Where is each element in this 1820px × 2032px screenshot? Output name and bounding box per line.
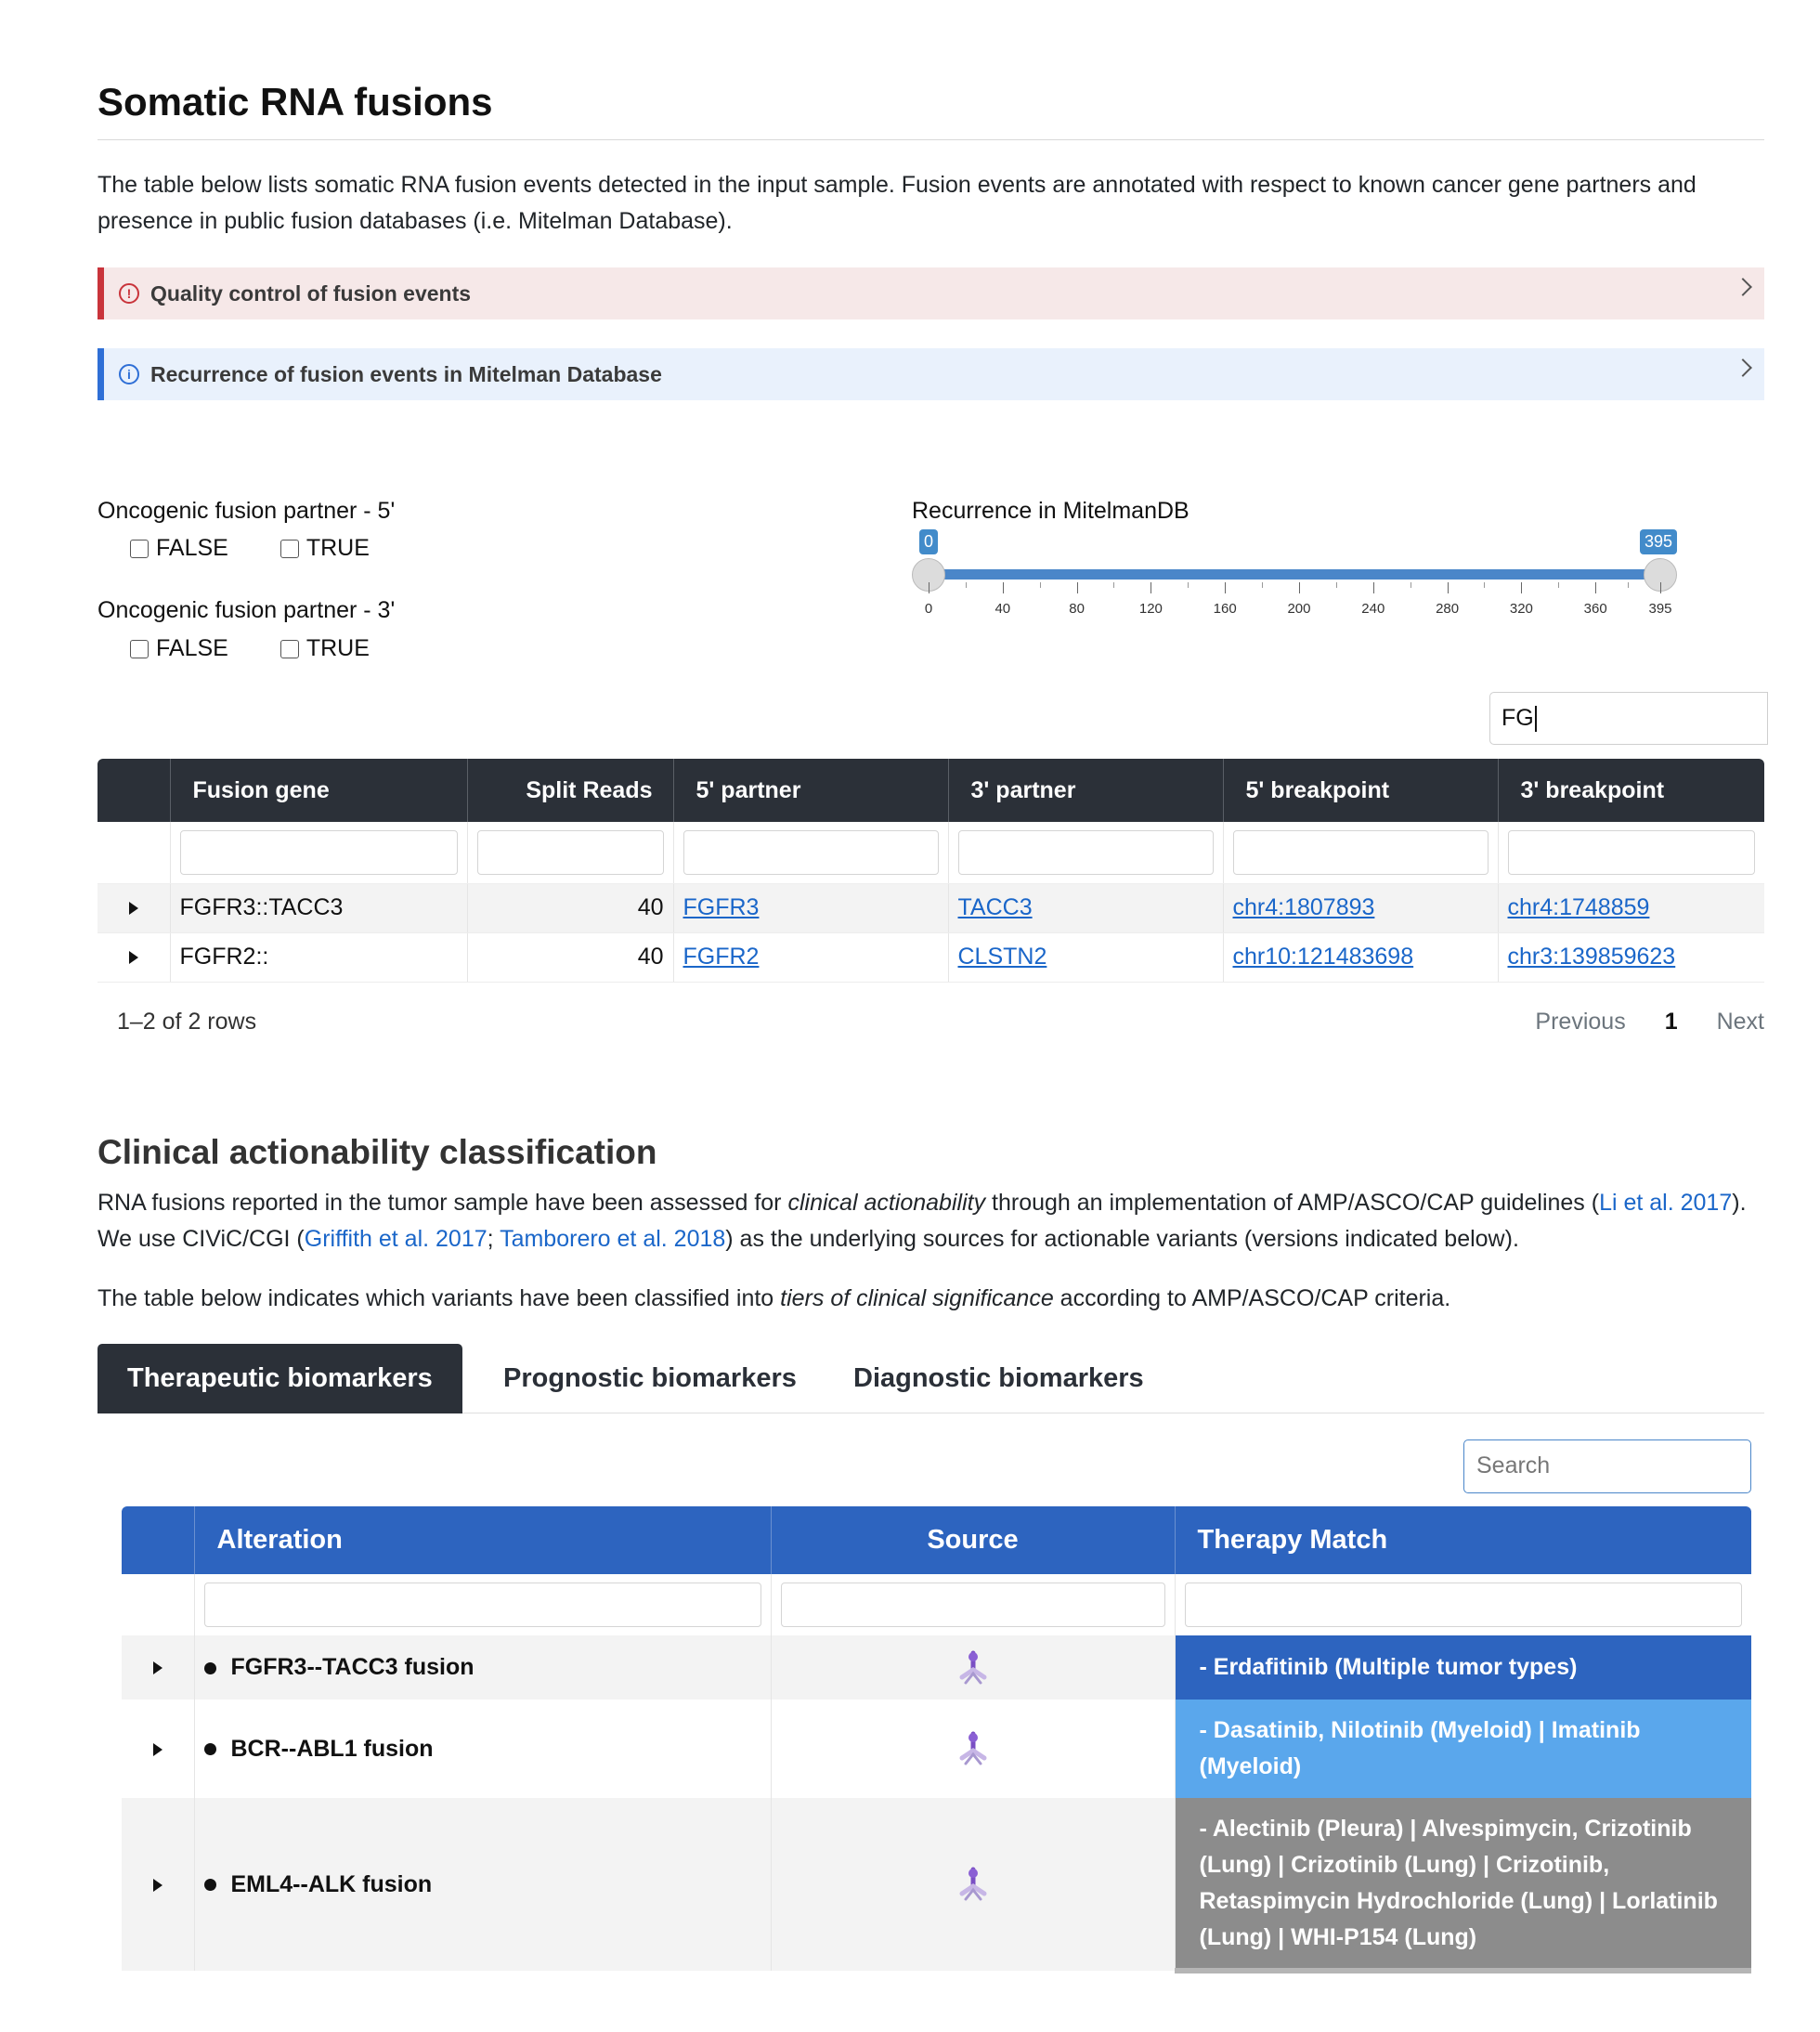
checkbox-label: FALSE [156,535,228,561]
split-reads-cell: 40 [467,932,673,982]
fusion-gene-filter-input[interactable] [180,830,458,875]
slider-tick-label: 320 [1509,601,1533,617]
table-row [98,932,1764,982]
slider-tick-label: 200 [1287,601,1311,617]
title-divider [98,139,1764,140]
slider-tick [1373,582,1374,593]
therapy-match-cell: - Alectinib (Pleura) | Alvespimycin, Crizotinib (Lung) | Crizotinib (Lung) | Crizotinib, Retaspimycin Hydrochloride (Lung) | Lorlatinib (Lung) | WHI-P154 (Lung) [1175,1798,1751,1971]
slider-min-value: 0 [919,529,938,554]
table-row [122,1798,1751,1971]
slider-tick [1448,582,1449,593]
source-cell [771,1798,1175,1971]
intro-text: The table below lists somatic RNA fusion events detected in the input sample. Fusion events are annotated with respect to known cancer gene partners and presence in public fusion databases (i.e. Mitelman Database). [98,172,1696,234]
expand-triangle-icon[interactable] [129,902,138,915]
slider-minor-tick [1558,582,1559,588]
slider-tick [1150,582,1151,593]
li-2017-link[interactable]: Li et al. 2017 [1599,1190,1733,1216]
slider-tick-label: 160 [1213,601,1237,617]
expand-triangle-icon[interactable] [153,1661,162,1674]
column-header-alteration[interactable]: Alteration [194,1506,771,1574]
slider-tick-label: 0 [924,601,933,617]
slider-tick [1521,582,1522,593]
expand-triangle-icon[interactable] [153,1879,162,1892]
civic-logo-icon [955,1649,992,1687]
slider-minor-tick [1628,582,1629,588]
checkbox-label: FALSE [156,635,228,661]
table-row [122,1635,1751,1700]
slider-minor-tick [966,582,967,588]
pagination [1535,1009,1764,1036]
slider-minor-tick [1484,582,1485,588]
partner5-link[interactable]: FGFR3 [682,894,760,920]
source-cell [771,1635,1175,1700]
slider-tick [1595,582,1596,593]
griffith-2017-link[interactable]: Griffith et al. 2017 [304,1226,488,1252]
qc-callout[interactable] [98,267,1764,319]
alteration-filter-input[interactable] [204,1583,761,1627]
checkbox-label: TRUE [306,635,370,661]
biomarker-search-input[interactable]: Search [1463,1439,1751,1493]
expand-triangle-icon[interactable] [129,951,138,964]
partner5-true-checkbox[interactable] [280,535,370,562]
slider-tick [1077,582,1078,593]
text-caret [1535,706,1537,732]
partner5-filter-options [130,535,370,562]
tamborero-2018-link[interactable]: Tamborero et al. 2018 [500,1226,726,1252]
slider-track[interactable] [929,569,1660,580]
tab-prognostic-biomarkers[interactable]: Prognostic biomarkers [503,1363,797,1393]
breakpoint5-link[interactable]: chr10:121483698 [1232,944,1414,970]
partner5-filter-label: Oncogenic fusion partner - 5' [98,498,396,524]
fusion-table [98,759,1764,983]
section-heading: Clinical actionability classification [98,1133,657,1171]
table-row [98,883,1764,932]
alteration-cell [194,1700,771,1798]
alteration-label: FGFR3--TACC3 fusion [230,1654,474,1680]
slider-minor-tick [1410,582,1411,588]
column-header-therapy-match[interactable]: Therapy Match [1175,1506,1751,1574]
checkbox-box[interactable] [130,540,149,558]
filter-cell-empty [98,822,170,883]
text-fragment: RNA fusions reported in the tumor sample have been assessed for [98,1190,788,1216]
alteration-cell [194,1635,771,1700]
therapy-filter-input[interactable] [1185,1583,1743,1627]
slider-minor-tick [1262,582,1263,588]
alteration-label: BCR--ABL1 fusion [230,1735,434,1762]
slider-tick-label: 80 [1069,601,1085,617]
slider-minor-tick [1113,582,1114,588]
split-reads-filter-input[interactable] [477,830,664,875]
text-fragment: ; [487,1226,500,1252]
partner3-link[interactable]: CLSTN2 [957,944,1047,970]
alert-circle-icon: ! [119,283,139,304]
column-header-3-partner[interactable]: 3' partner [948,759,1223,822]
fusion-gene-cell: FGFR2:: [170,932,467,982]
slider-tick-label: 395 [1648,601,1672,617]
partner3-link[interactable]: TACC3 [957,894,1033,920]
text-fragment: The table below indicates which variants have been classified into [98,1285,781,1311]
partner5-link[interactable]: FGFR2 [682,944,760,970]
biomarker-table-header [122,1506,1751,1574]
alteration-cell [194,1798,771,1971]
slider-tick [1225,582,1226,593]
column-header-5-breakpoint[interactable]: 5' breakpoint [1223,759,1498,822]
slider-tick-label: 120 [1138,601,1163,617]
partner3-false-checkbox[interactable] [130,635,228,662]
partner3-filter-label: Oncogenic fusion partner - 3' [98,597,396,623]
partner5-filter-input[interactable] [683,830,939,875]
recurrence-range-slider[interactable] [912,525,1683,627]
checkbox-box[interactable] [130,640,149,658]
slider-minor-tick [1188,582,1189,588]
source-filter-input[interactable] [781,1583,1165,1627]
recurrence-callout[interactable] [98,348,1764,400]
expand-triangle-icon[interactable] [153,1743,162,1756]
bullet-icon [204,1662,216,1674]
bullet-icon [204,1879,216,1891]
column-header-5-partner[interactable]: 5' partner [673,759,948,822]
expand-column-header [98,759,170,822]
pagination-previous[interactable]: Previous [1535,1009,1626,1035]
emphasis-text: tiers of clinical significance [780,1285,1054,1311]
clinical-intro-text [98,1185,1769,1257]
text-fragment: ). We use CIViC/CGI ( [98,1190,1747,1252]
emphasis-text: clinical actionability [787,1190,986,1216]
biomarker-tabs [98,1344,1764,1413]
breakpoint5-filter-input[interactable] [1233,830,1488,875]
breakpoint3-filter-input[interactable] [1508,830,1756,875]
filter-cell-empty [122,1574,194,1635]
slider-tick-label: 360 [1583,601,1607,617]
text-fragment: ) as the underlying sources for actionable variants (versions indicated below). [725,1226,1519,1252]
slider-tick-label: 240 [1361,601,1385,617]
page-title: Somatic RNA fusions [98,80,493,124]
column-filter-row [98,822,1764,883]
chevron-right-icon [1734,358,1752,377]
checkbox-box[interactable] [280,540,299,558]
pagination-next[interactable]: Next [1716,1009,1764,1035]
bullet-icon [204,1743,216,1755]
alteration-label: EML4--ALK fusion [230,1870,433,1897]
tab-diagnostic-biomarkers[interactable]: Diagnostic biomarkers [853,1363,1144,1393]
slider-max-value: 395 [1640,529,1677,554]
rows-info: 1–2 of 2 rows [117,1009,257,1035]
column-header-fusion-gene[interactable]: Fusion gene [170,759,467,822]
recurrence-callout-label: Recurrence of fusion events in Mitelman Database [150,361,662,386]
partner3-true-checkbox[interactable] [280,635,370,662]
column-filter-row [122,1574,1751,1635]
slider-tick-label: 40 [994,601,1011,617]
info-circle-icon: i [119,364,139,384]
slider-minor-tick [1040,582,1041,588]
fusion-table-header [98,759,1764,822]
expand-column-header [122,1506,194,1574]
partner5-false-checkbox[interactable] [130,535,228,562]
slider-tick [929,582,930,593]
slider-minor-tick [1336,582,1337,588]
column-header-3-breakpoint[interactable]: 3' breakpoint [1498,759,1764,822]
civic-logo-icon [955,1730,992,1767]
therapy-match-cell: - Erdafitinib (Multiple tumor types) [1175,1635,1751,1700]
fusion-table-search-input[interactable] [1489,692,1768,745]
partner3-filter-input[interactable] [958,830,1214,875]
chevron-right-icon [1734,278,1752,296]
slider-tick [1299,582,1300,593]
source-cell [771,1700,1175,1798]
breakpoint3-link[interactable]: chr3:139859623 [1507,944,1676,970]
tab-therapeutic-biomarkers[interactable]: Therapeutic biomarkers [98,1344,462,1413]
fusion-gene-cell: FGFR3::TACC3 [170,883,467,932]
text-fragment: according to AMP/ASCO/CAP criteria. [1053,1285,1451,1311]
recurrence-slider-label: Recurrence in MitelmanDB [912,498,1190,524]
qc-callout-label: Quality control of fusion events [150,280,472,306]
civic-logo-icon [955,1866,992,1903]
column-header-source[interactable]: Source [771,1506,1175,1574]
breakpoint3-link[interactable]: chr4:1748859 [1507,894,1650,920]
pagination-page-1[interactable]: 1 [1664,1009,1678,1035]
slider-tick-label: 280 [1436,601,1460,617]
breakpoint5-link[interactable]: chr4:1807893 [1232,894,1375,920]
tiers-text [98,1281,1769,1317]
partner3-filter-options [130,635,370,662]
text-fragment: through an implementation of AMP/ASCO/CAP guidelines ( [985,1190,1600,1216]
split-reads-cell: 40 [467,883,673,932]
therapeutic-biomarkers-table [122,1506,1751,1973]
slider-tick [1003,582,1004,593]
search-input-value: FG [1502,705,1534,731]
table-row [122,1700,1751,1798]
column-header-split-reads[interactable]: Split Reads [467,759,673,822]
checkbox-box[interactable] [280,640,299,658]
slider-tick [1660,582,1661,593]
therapy-match-cell: - Dasatinib, Nilotinib (Myeloid) | Imatinib (Myeloid) [1175,1700,1751,1798]
checkbox-label: TRUE [306,535,370,561]
